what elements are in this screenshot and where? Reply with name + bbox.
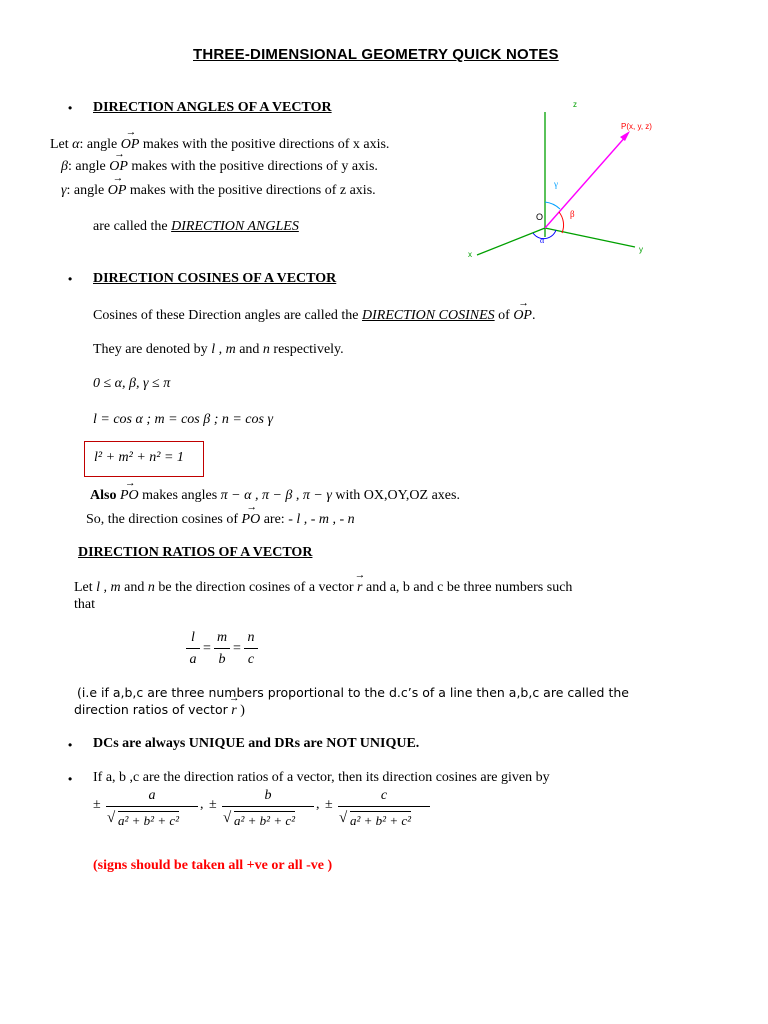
x-axis-label: x	[468, 250, 472, 259]
y-axis-label: y	[639, 245, 643, 254]
vector-po: PO →	[120, 488, 139, 504]
cosine-definitions: l = cos α ; m = cos β ; n = cos γ	[93, 412, 273, 427]
vector-po: PO →	[242, 512, 261, 528]
vector-r: r →	[231, 703, 236, 719]
alpha-definition: Let α: angle OP → makes with the positive directions of x axis.	[50, 137, 389, 153]
also-statement: Also PO → makes angles π − α , π − β , π − γ with OX,OY,OZ axes.	[90, 488, 460, 504]
beta-definition: β: angle OP → makes with the positive directions of y axis.	[61, 159, 378, 175]
origin-label: O	[536, 212, 544, 222]
vector-op: OP →	[513, 308, 532, 324]
uniqueness-statement: DCs are always UNIQUE and DRs are NOT UNIQUE.	[93, 736, 420, 751]
ratios-definition: Let l , m and n be the direction cosines of a vector r → and a, b and c be three numbers such	[74, 580, 572, 596]
vector-r: r →	[357, 580, 362, 596]
negative-cosines: So, the direction cosines of PO → are: - l , - m , - n	[86, 512, 355, 528]
y-axis	[545, 228, 635, 247]
z-axis-label: z	[573, 100, 577, 109]
ratios-note-line2: direction ratios of vector r → )	[74, 702, 245, 719]
section-heading-direction-angles: DIRECTION ANGLES OF A VECTOR	[93, 100, 332, 115]
angle-range: 0 ≤ α, β, γ ≤ π	[93, 376, 171, 391]
page-title: THREE-DIMENSIONAL GEOMETRY QUICK NOTES	[193, 46, 559, 63]
gamma-arc	[545, 202, 560, 209]
x-axis	[477, 228, 545, 255]
term-direction-cosines: DIRECTION COSINES	[362, 308, 495, 323]
vector-arrowhead	[620, 131, 630, 141]
direction-angles-statement: are called the DIRECTION ANGLES	[93, 219, 299, 234]
point-p-label: P(x, y, z)	[621, 122, 652, 131]
bullet: •	[68, 272, 73, 286]
section-heading-direction-cosines: DIRECTION COSINES OF A VECTOR	[93, 271, 337, 286]
beta-label: β	[570, 209, 575, 219]
gamma-label: γ	[554, 179, 558, 189]
identity-formula: l² + m² + n² = 1	[94, 450, 184, 465]
ratios-definition-cont: that	[74, 597, 95, 612]
bullet: •	[68, 738, 73, 752]
alpha-label: α	[540, 236, 545, 245]
bullet: •	[68, 772, 73, 786]
cosines-from-ratios-statement: If a, b ,c are the direction ratios of a vector, then its direction cosines are given by	[93, 770, 550, 785]
vector-op: OP →	[109, 159, 128, 175]
cosines-notation: They are denoted by l , m and n respectively.	[93, 342, 344, 357]
vector-op: OP →	[108, 183, 127, 199]
signs-note: (signs should be taken all +ve or all -ve )	[93, 858, 333, 873]
cosines-definition: Cosines of these Direction angles are called the DIRECTION COSINES of OP →.	[93, 308, 535, 324]
beta-arc	[559, 212, 564, 233]
ratios-note-line1: (i.e if a,b,c are three numbers proportional to the d.c’s of a line then a,b,c are called the	[77, 685, 629, 700]
axes-diagram	[455, 95, 685, 270]
term-direction-angles: DIRECTION ANGLES	[171, 219, 299, 234]
section-heading-direction-ratios: DIRECTION RATIOS OF A VECTOR	[78, 545, 313, 560]
bullet: •	[68, 101, 73, 115]
vector-op: OP →	[121, 137, 140, 153]
gamma-definition: γ: angle OP → makes with the positive directions of z axis.	[61, 183, 376, 199]
